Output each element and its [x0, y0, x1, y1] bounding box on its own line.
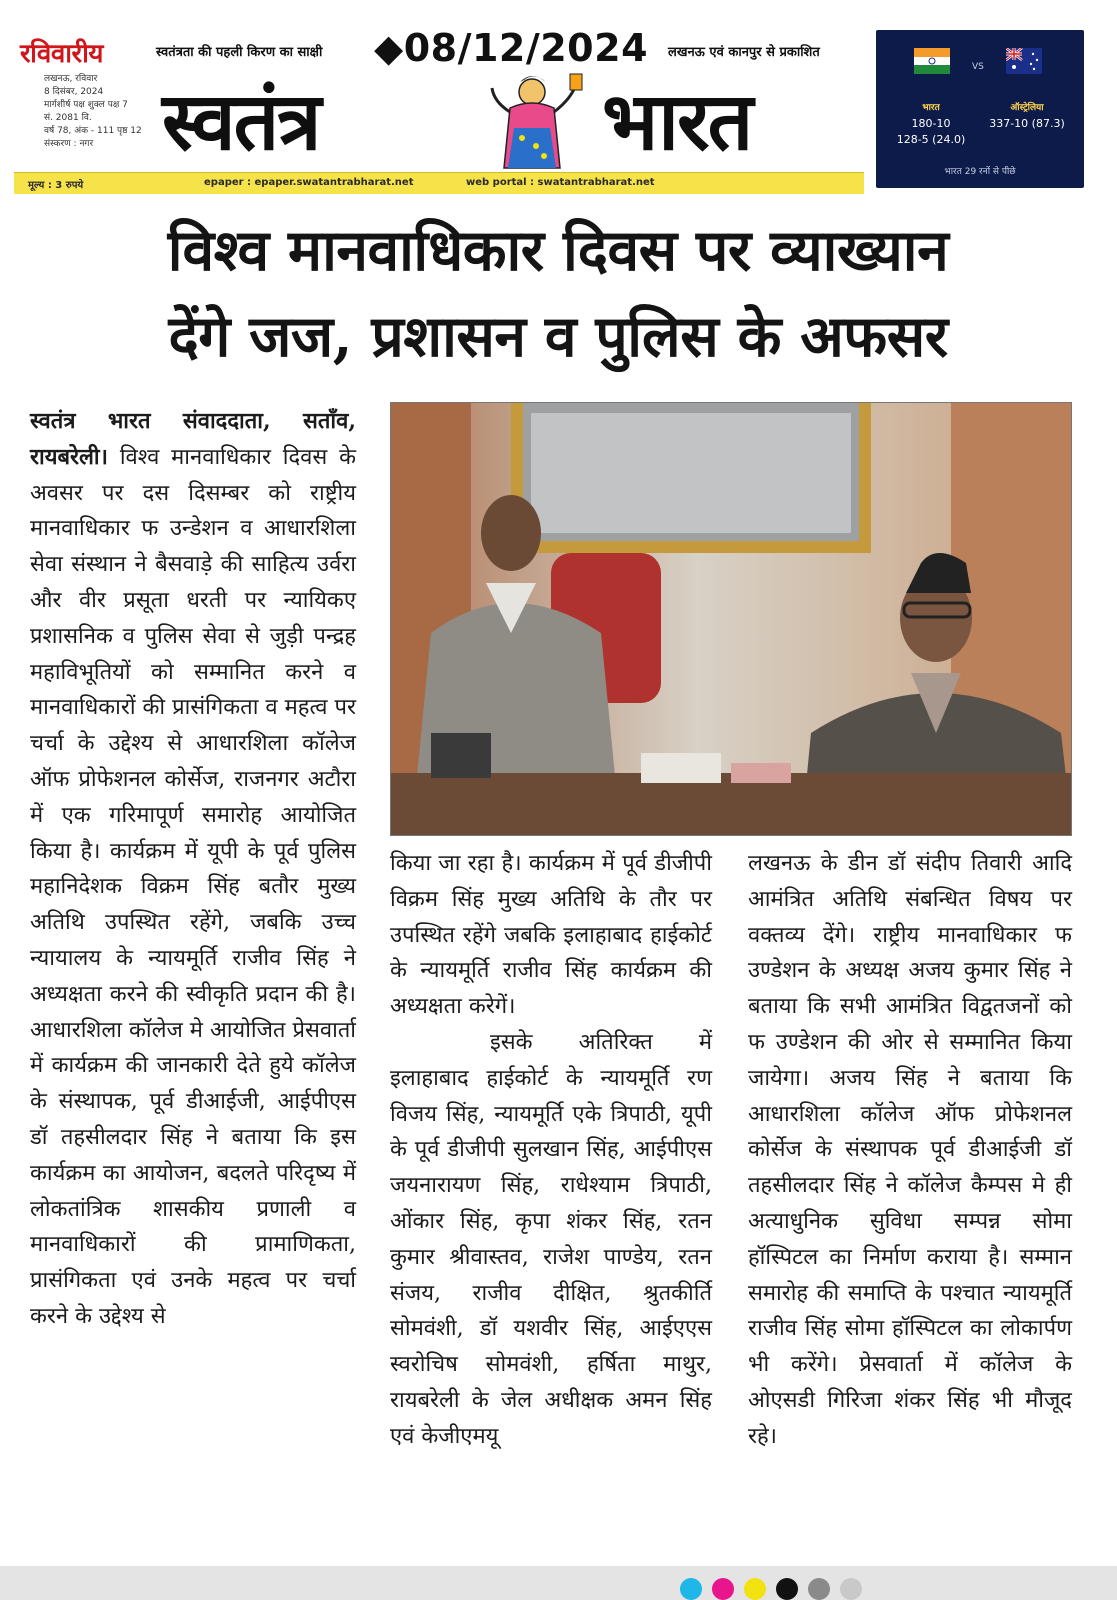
article-column-3 [748, 846, 1072, 1455]
australia-flag-icon [1006, 48, 1042, 74]
press-conference-photo [391, 403, 1072, 836]
article-photo [390, 402, 1072, 836]
issue-meta-line: सं. 2081 वि. [44, 113, 92, 123]
team1-score-line1: 180-10 [911, 117, 951, 130]
registration-mark [712, 1578, 734, 1600]
versus-label: VS [972, 62, 984, 72]
newspaper-logo [162, 66, 862, 181]
india-flag-icon [914, 48, 950, 74]
article-headline [28, 208, 1088, 380]
logo-figure-icon [480, 68, 590, 178]
tagline: स्वतंत्रता की पहली किरण का साक्षी [156, 45, 323, 60]
issue-meta-line: मार्गशीर्ष पक्ष शुक्ल पक्ष 7 [44, 100, 128, 110]
epaper-link: epaper : epaper.swatantrabharat.net [204, 177, 414, 188]
masthead [14, 26, 1097, 196]
publication-note: लखनऊ एवं कानपुर से प्रकाशित [668, 45, 820, 60]
team1-name: भारत [922, 103, 940, 113]
team2-score-line1: 337-10 (87.3) [989, 117, 1065, 130]
logo-word-left: स्वतंत्र [162, 74, 320, 168]
issue-meta-line: संस्करण : नगर [44, 139, 94, 149]
print-margin [0, 1566, 1117, 1600]
issue-meta [44, 73, 154, 151]
issue-meta-line: 8 दिसंबर, 2024 [44, 87, 104, 97]
logo-word-right: भारत [602, 74, 752, 168]
headline-line-1: विश्व मानवाधिकार दिवस पर व्याख्यान [167, 217, 949, 284]
article-column-2 [390, 846, 712, 1455]
issue-meta-line: वर्ष 78, अंक - 111 पृष्ठ 12 [44, 126, 142, 136]
match-status: भारत 29 रनों से पीछे [944, 167, 1016, 177]
team1-score-line2: 128-5 (24.0) [896, 133, 966, 146]
column-2-paragraph-2: इसके अतिरिक्त में इलाहाबाद हाईकोर्ट के न्यायमूर्ति रण विजय सिंह, न्यायमूर्ति एके त्रिपाठी, यूपी के पूर्व डीजीपी सुलखान सिंह, आईपीएस जयनारायण सिंह, राधेश्याम त्रिपाठी, ओंकार सिंह, कृपा शंकर सिंह, रतन कुमार श्रीवास्तव, राजेश पाण्डेय, रतन संजय, राजीव दीक्षित, श्रुतकीर्ति सोमवंशी, डॉ यशवीर सिंह, आईएएस स्वरोचिष सोमवंशी, हर्षिता माथुर, रायबरेली के जेल अधीक्षक अमन सिंह एवं केजीएमयू [390, 1029, 712, 1449]
web-portal-link: web portal : swatantrabharat.net [466, 177, 655, 188]
column-2-paragraph-1: किया जा रहा है। कार्यक्रम में पूर्व डीजीपी विक्रम सिंह मुख्य अतिथि के तौर पर उपस्थित रहेंगे जबकि इलाहाबाद हाईकोर्ट के न्यायमूर्ति राजीव सिंह कार्यक्रम की अध्यक्षता करेगें। [390, 851, 712, 1020]
team1-score [886, 116, 976, 148]
registration-mark [808, 1578, 830, 1600]
registration-mark [680, 1578, 702, 1600]
column-3-text: लखनऊ के डीन डॉ संदीप तिवारी आदि आमंत्रित अतिथि संबन्धित विषय पर वक्तव्य देंगे। राष्ट्रीय मानवाधिकार फ उण्डेशन के अध्यक्ष अजय कुमार सिंह ने बताया कि सभी आमंत्रित विद्वतजनों को फ उण्डेशन की ओर से सम्मानित किया जायेगा। अजय सिंह ने बताया कि आधारशिला कॉलेज ऑफ प्रोफेशनल कोर्सेज के संस्थापक पूर्व डीआईजी डॉ तहसीलदार सिंह ने कॉलेज कैम्पस मे ही अत्याधुनिक सुविधा सम्पन्न सोमा हॉस्पिटल का निर्माण कराया है। सम्मान समारोह की समाप्ति के पश्चात न्यायमूर्ति राजीव सिंह सोमा हॉस्पिटल का लोकार्पण भी करेंगे। प्रेसवार्ता में कॉलेज के ओएसडी गिरिजा शंकर सिंह भी मौजूद रहे। [748, 851, 1072, 1449]
cricket-scorecard [876, 30, 1084, 188]
registration-mark [744, 1578, 766, 1600]
team2-name: ऑस्ट्रेलिया [1010, 103, 1044, 113]
byline: स्वतंत्र भारत संवाददाता, सताँव, रायबरेली। [30, 408, 356, 470]
price-label: मूल्य : 3 रुपये [28, 180, 84, 191]
headline-line-2: देंगे जज, प्रशासन व पुलिस के अफसर [168, 303, 948, 370]
registration-mark [776, 1578, 798, 1600]
team2-score [982, 116, 1072, 132]
edition-label: रविवारीय [20, 39, 103, 69]
issue-date: ◆08/12/2024 [374, 26, 649, 70]
info-bar [14, 172, 864, 194]
column-1-text: विश्व मानवाधिकार दिवस के अवसर पर दस दिसम्बर को राष्ट्रीय मानवाधिकार फ उन्डेशन व आधारशिला सेवा संस्थान ने बैसवाड़े की साहित्य उर्वरा और वीर प्रसूता धरती पर न्यायिकए प्रशासनिक व पुलिस सेवा से जुड़ी पन्द्रह महाविभूतियों को सम्मानित करने व मानवाधिकारों की प्रासंगिकता व महत्व पर चर्चा के उद्देश्य से आधारशिला कॉलेज ऑफ प्रोफेशनल कोर्सेज, राजनगर अटौरा में एक गरिमापूर्ण समारोह आयोजित किया है। कार्यक्रम में यूपी के पूर्व पुलिस महानिदेशक विक्रम सिंह बतौर मुख्य अतिथि उपस्थित रहेंगे, जबकि उच्च न्यायालय के न्यायमूर्ति राजीव सिंह ने अध्यक्षता करने की स्वीकृति प्रदान की है। आधारशिला कॉलेज मे आयोजित प्रेसवार्ता में कार्यक्रम की जानकारी देते हुये कॉलेज के संस्थापक, पूर्व डीआईजी, आईपीएस डॉ तहसीलदार सिंह ने बताया कि इस कार्यक्रम का आयोजन, बदलते परिदृष्य में लोकतांत्रिक शासकीय प्रणाली व मानवाधिकारों की प्रामाणिकता, प्रासंगिकता एवं उनके महत्व पर चर्चा करने के उद्देश्य से [30, 444, 357, 1329]
issue-meta-line: लखनऊ, रविवार [44, 74, 98, 84]
registration-mark [840, 1578, 862, 1600]
article-column-1 [30, 404, 356, 1335]
